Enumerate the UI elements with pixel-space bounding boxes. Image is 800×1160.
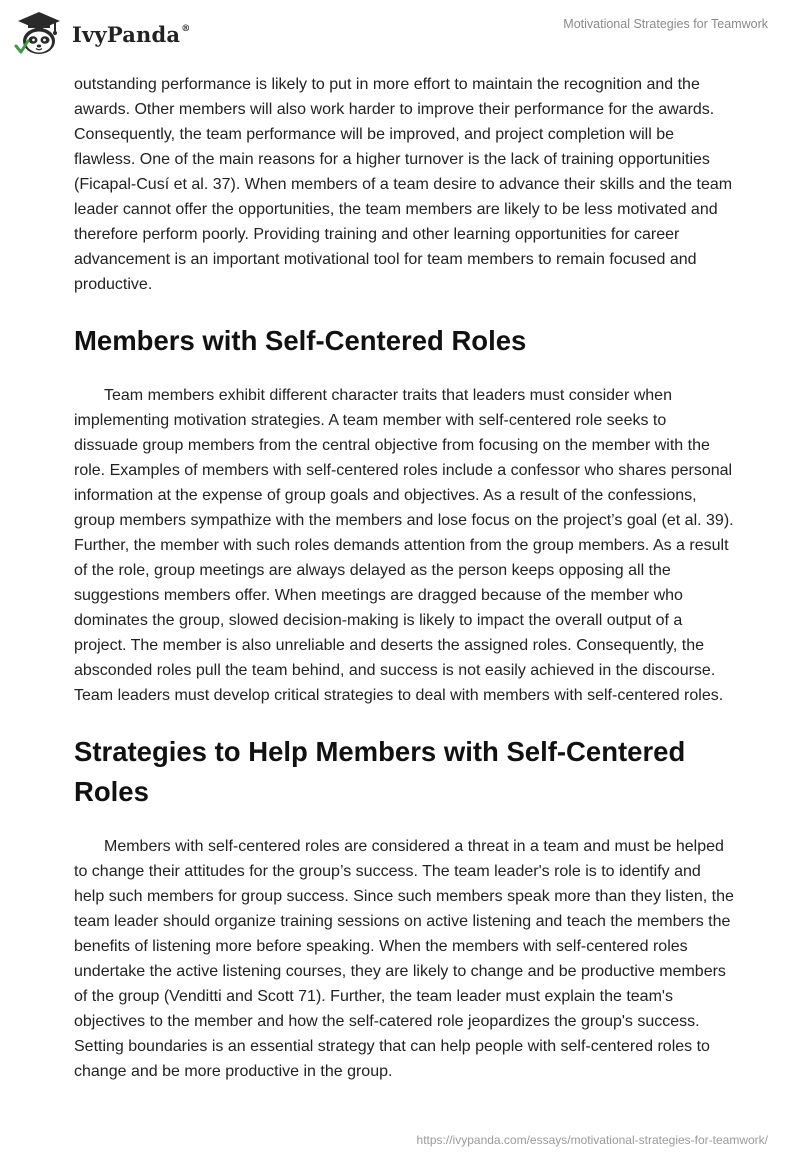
logo-text: [72, 22, 190, 47]
page-header: [0, 0, 800, 70]
essay-content: [74, 72, 734, 1084]
source-url[interactable]: https://ivypanda.com/essays/motivational-strategies-for-teamwork/: [416, 1133, 768, 1147]
registered-mark: ®: [181, 23, 191, 34]
paragraph-intro: outstanding performance is likely to put in more effort to maintain the recognition and the awards. Other members will also work harder to improve their performance for the awards. Consequently, the team performance will be improved, and project completion will be flawless. One of the main reasons for a higher turnover is the lack of training opportunities (Ficapal-Cusí et al. 37). When members of a team desire to advance their skills and the team leader cannot offer the opportunities, the team members are likely to be less motivated and therefore perform poorly. Providing training and other learning opportunities for career advancement is an important motivational tool for team members to remain focused and productive.: [74, 76, 733, 293]
section-heading-strategies: Strategies to Help Members with Self-Centered Roles: [74, 736, 686, 807]
paragraph-self-centered-roles: Team members exhibit different character traits that leaders must consider when implementing motivation strategies. A team member with self-centered role seeks to dissuade group members from the central objective from focusing on the member with the role. Examples of members with self-centered roles include a confessor who shares personal information at the expense of group goals and objectives. As a result of the confessions, group members sympathize with the members and lose focus on the project’s goal (et al. 39). Further, the member with such roles demands attention from the group members. As a result of the role, group meetings are always delayed as the person keeps opposing all the suggestions members offer. When meetings are dragged because of the member who dominates the group, slowed decision-making is likely to impact the overall output of a project. The member is also unreliable and deserts the assigned roles. Consequently, the absconded roles pull the team behind, and success is not easily achieved in the discourse. Team leaders must develop critical strategies to deal with members with self-centered roles.: [74, 387, 734, 704]
document-title: Motivational Strategies for Teamwork: [563, 17, 768, 31]
panda-graduation-icon: [14, 10, 66, 56]
logo-wordmark: IvyPanda: [72, 21, 181, 47]
section-heading-self-centered-roles: Members with Self-Centered Roles: [74, 325, 527, 356]
paragraph-strategies: Members with self-centered roles are considered a threat in a team and must be helped to change their attitudes for the group’s success. The team leader's role is to identify and help such members for group success. Since such members speak more than they listen, the team leader should organize training sessions on active listening and teach the members the benefits of listening more before speaking. When the members with self-centered roles undertake the active listening courses, they are likely to change and be productive members of the group (Venditti and Scott 71). Further, the team leader must explain the team's objectives to the member and how the self-catered role jeopardizes the group's success. Setting boundaries is an essential strategy that can help people with self-centered roles to change and be more productive in the group.: [74, 838, 734, 1080]
site-logo[interactable]: [14, 10, 190, 56]
